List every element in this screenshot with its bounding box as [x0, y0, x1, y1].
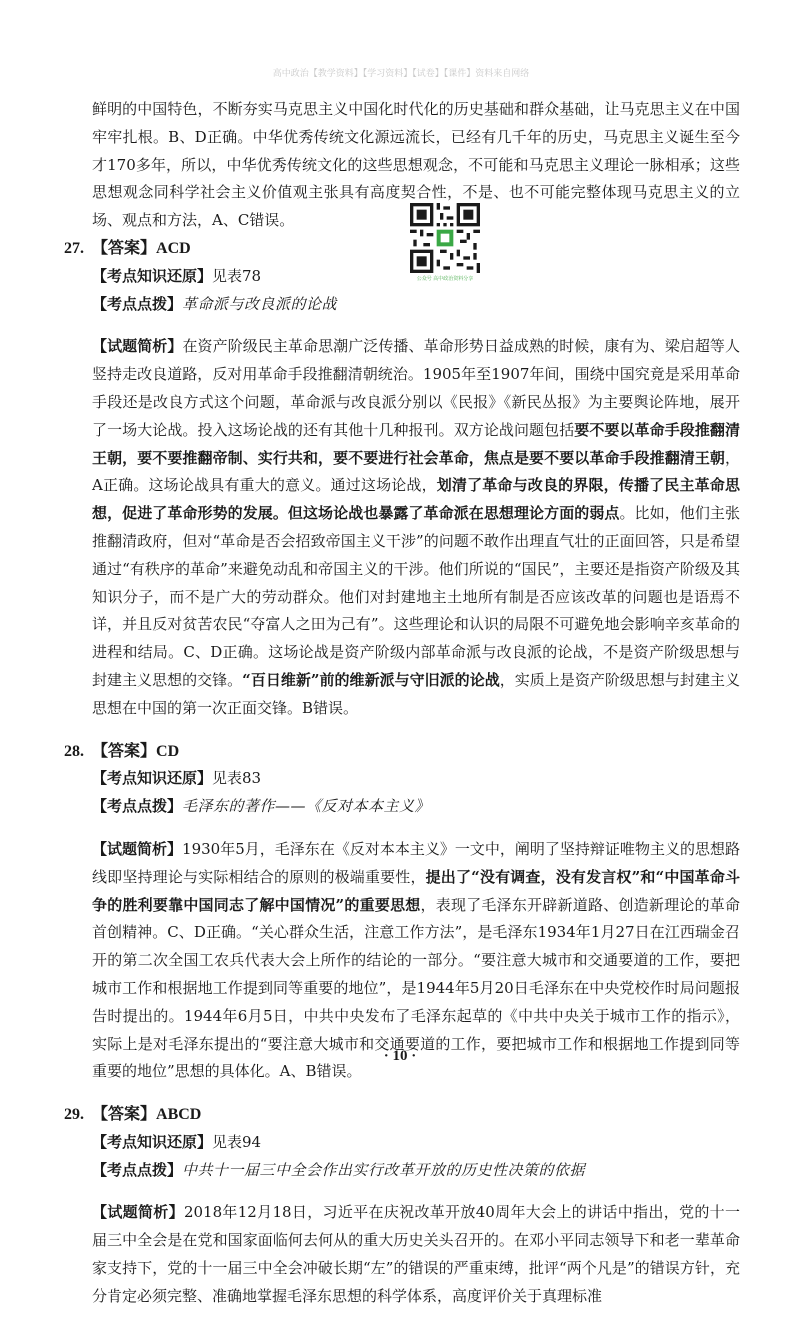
knowledge-value: 见表94 [212, 1132, 262, 1151]
analysis-text: 。比如，他们主张推翻清政府，但对“革命是否会招致帝国主义干涉”的问题不敢作出理直气壮的正面回答，只是希望通过“有秩序的革命”来避免动乱和帝国主义的干涉。他们所说的“国民”，主要还是指资产阶级及其知识分子，而不是广大的劳动群众。他们对封建地主土地所有制是否应该改革的问题也是语焉不详，并且反对贫苦农民“夺富人之田为己有”。这些理论和认识的局限不可避免地会影响辛亥革命的进程和结局。C、D正确。这场论战是资产阶级内部革命派与改良派的论战，不是资产阶级思想与封建主义思想的交锋。 [92, 504, 740, 689]
analysis-text: ，实质上是资产阶级思想与封建主义思想在中国的第一次正面交锋。B错误。 [92, 670, 740, 717]
analysis-emphasis: 划清了革命与改良的界限，传播了民主革命思想，促进了革命形势的发展。但这场论战也暴露了革命派在思想理论方面的弱点 [92, 476, 740, 523]
question-number: 28. [64, 742, 84, 760]
question-28-answer-line [64, 738, 740, 766]
page-header-watermark: 高中政治【教学资料】【学习资料】【试卷】【课件】资料来自网络 [272, 69, 530, 79]
knowledge-label: 【考点知识还原】 [92, 769, 213, 788]
analysis-emphasis: “百日维新”前的维新派与守旧派的论战 [242, 670, 500, 689]
tip-value: 毛泽东的著作——《反对本本主义》 [182, 797, 431, 816]
analysis-label: 【试题简析】 [92, 839, 183, 858]
tip-label: 【考点点拨】 [92, 1160, 183, 1179]
question-number: 29. [64, 1106, 84, 1124]
knowledge-value: 见表78 [212, 266, 262, 285]
tip-value: 中共十一届三中全会作出实行改革开放的历史性决策的依据 [182, 1160, 586, 1179]
knowledge-label: 【考点知识还原】 [92, 266, 213, 285]
analysis-emphasis: 提出了“没有调查，没有发言权”和“中国革命斗争的胜利要靠中国同志了解中国情况”的重要思想 [92, 867, 740, 914]
knowledge-line [92, 765, 740, 793]
tip-line [92, 793, 740, 821]
qr-code [410, 203, 480, 283]
tip-value: 革命派与改良派的论战 [182, 294, 338, 313]
answer-value: ACD [156, 239, 191, 257]
knowledge-line [92, 1129, 740, 1157]
answer-label: 【答案】 [92, 742, 157, 760]
qr-caption: 公众号 高中政治资料分享 [416, 276, 474, 282]
answer-value: CD [156, 742, 180, 760]
analysis-text: 1930年5月，毛泽东在《反对本本主义》一文中，阐明了坚持辩证唯物主义的思想路线即坚持理论与实际相结合的原则的极端重要性， [92, 839, 740, 886]
tip-label: 【考点点拨】 [92, 294, 183, 313]
tip-line [92, 291, 740, 319]
analysis-paragraph [92, 333, 740, 722]
tip-line [92, 1157, 740, 1185]
page-number: · 10 · [383, 1048, 417, 1064]
question-28 [64, 738, 740, 1087]
analysis-text: ，表现了毛泽东开辟新道路、创造新理论的革命首创精神。C、D正确。“关心群众生活，注意工作方法”，是毛泽东1934年1月27日在江西瑞金召开的第二次全国工农兵代表大会上所作的结论的一部分。“要注意大城市和交通要道的工作，要把城市工作和根据地工作提到同等重要的地位”，是1944年5月20日毛泽东在中央党校作时局问题报告时提出的。1944年6月5日，中共中央发布了毛泽东起草的《中共中央关于城市工作的指示》，实际上是对毛泽东提出的“要注意大城市和交通要道的工作，要把城市工作和根据地工作提到同等重要的地位”思想的具体化。A、B错误。 [92, 895, 740, 1081]
knowledge-value: 见表83 [212, 769, 262, 788]
answer-label: 【答案】 [92, 239, 157, 257]
question-number: 27. [64, 239, 84, 257]
question-27 [64, 235, 740, 723]
analysis-paragraph [92, 1199, 740, 1310]
analysis-text: 2018年12月18日，习近平在庆祝改革开放40周年大会上的讲话中指出，党的十一届三中全会是在党和国家面临何去何从的重大历史关头召开的。在邓小平同志领导下和老一辈革命家支持下，党的十一届三中全会冲破长期“左”的错误的严重束缚，批评“两个凡是”的错误方针，充分肯定必须完整、准确地掌握毛泽东思想的科学体系，高度评价关于真理标准 [92, 1203, 740, 1305]
analysis-text: ，A正确。这场论战具有重大的意义。通过这场论战， [92, 448, 740, 495]
answer-label: 【答案】 [92, 1106, 157, 1124]
analysis-label: 【试题简析】 [92, 337, 183, 356]
analysis-text: 在资产阶级民主革命思潮广泛传播、革命形势日益成熟的时候，康有为、梁启超等人竖持走改良道路，反对用革命手段推翻清朝统治。1905年至1907年间，围绕中国究竟是采用革命手段还是改良方式这个问题，革命派与改良派分别以《民报》《新民丛报》为主要舆论阵地，展开了一场大论战。投入这场论战的还有其他十几种报刊。双方论战问题包括 [92, 337, 740, 439]
qr-code-icon [410, 203, 480, 273]
question-29-answer-line [64, 1101, 740, 1129]
analysis-label: 【试题简析】 [92, 1203, 184, 1222]
intro-paragraph: 鲜明的中国特色，不断夯实马克思主义中国化时代化的历史基础和群众基础，让马克思主义在中国牢牢扎根。B、D正确。中华优秀传统文化源远流长，已经有几千年的历史，马克思主义诞生至今才170多年，所以，中华优秀传统文化的这些思想观念，不可能和马克思主义理论一脉相承；这些思想观念同科学社会主义价值观主张具有高度契合性，不是、也不可能完整体现马克思主义的立场、观点和方法，A、C错误。 [92, 100, 740, 230]
tip-label: 【考点点拨】 [92, 797, 183, 816]
knowledge-label: 【考点知识还原】 [92, 1132, 213, 1151]
question-29 [64, 1101, 740, 1311]
answer-value: ABCD [156, 1106, 202, 1124]
analysis-emphasis: 要不要以革命手段推翻清王朝，要不要推翻帝制、实行共和，要不要进行社会革命，焦点是要不要以革命手段推翻清王朝 [92, 420, 740, 467]
